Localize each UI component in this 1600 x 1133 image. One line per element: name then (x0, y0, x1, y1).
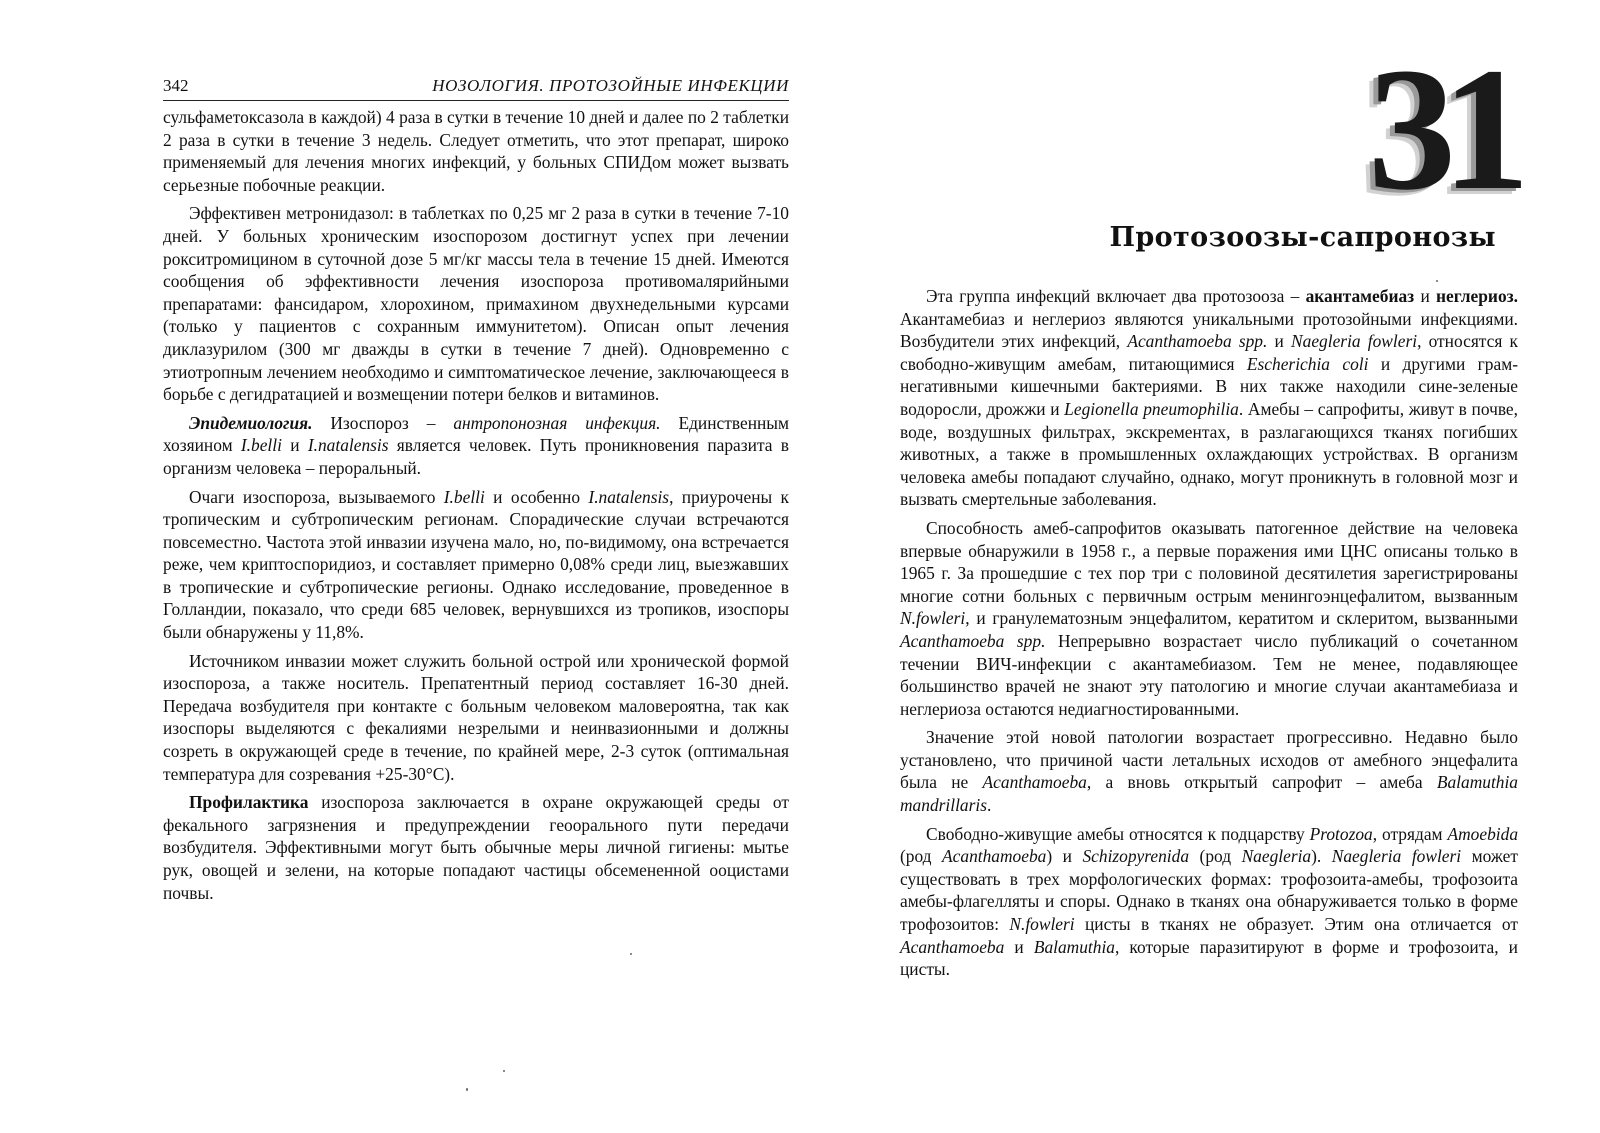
section-lead: Эпидемиология. (189, 412, 313, 433)
text-run: Эта группа инфекций включает два протозооза – (926, 286, 1306, 306)
paragraph: сульфаметоксазола в каждой) 4 раза в сутки в течение 10 дней и далее по 2 таблетки 2 раза в сутки в течение 3 недель. Следует отметить, что этот препарат, широко применяемый для лечения многих инфекций, у больных СПИДом может вызвать серьезные побочные реакции. (163, 107, 789, 195)
paragraph (163, 486, 789, 644)
species-name: Schizopyrenida (1082, 846, 1190, 867)
chapter-number: 31 (1368, 32, 1516, 227)
text-run: является человек. Путь проникновения паразита в организм человека – пероральный. (163, 435, 789, 478)
species-name: Acanthamoeba (942, 846, 1047, 867)
text-run: Свободно-живущие амебы относятся к подцарству (926, 823, 1310, 844)
species-name: Balamuthia (1033, 936, 1115, 957)
species-name: Naegleria (1241, 846, 1312, 867)
text-run: , которые паразитируют в форме и трофозоита, и цисты. (900, 936, 1518, 980)
text-run: . Амебы – сапрофиты, живут в почве, воде, воздушных фильтрах, экскрементах, в разлагающихся тканях погибших животных, а также в промышленных охлаждающих устройствах. В организм человека амебы попадают случайно, однако, могут проникнуть в головной мозг и вызвать смертельные заболевания. (900, 398, 1518, 510)
text-run: Изоспороз – (312, 412, 454, 433)
species-name: I.natalensis (307, 435, 389, 456)
italic-run: антропонозная инфекция. (453, 412, 661, 433)
paragraph (900, 726, 1518, 816)
species-name: Protozoa (1309, 823, 1373, 844)
bold-term: неглериоз. (1436, 286, 1518, 306)
species-name: N.fowleri (900, 608, 966, 629)
text-run: . (986, 795, 992, 816)
page-number: 342 (163, 76, 189, 95)
paragraph (900, 285, 1518, 511)
text-run: Единственным хозяином (163, 412, 789, 456)
paragraph (900, 823, 1518, 981)
text-run: (род (1189, 846, 1242, 867)
text-run: , и гранулематозным энцефалитом, кератитом и склеритом, вызванными (965, 608, 1518, 629)
text-run: , а вновь открытый сапрофит – амеба (1086, 772, 1437, 793)
running-header (163, 76, 789, 101)
text-run: Значение этой новой патологии возрастает прогрессивно. Недавно было установлено, что причиной части летальных исходов от амебного энцефалита была не (900, 727, 1518, 793)
species-name: I.natalensis (588, 486, 670, 507)
scan-speck (466, 1088, 468, 1091)
chapter-title: Протозоозы-сапронозы (1109, 222, 1496, 253)
scan-speck (630, 953, 632, 955)
scan-speck (1436, 280, 1438, 282)
text-run: Способность амеб-сапрофитов оказывать патогенное действие на человека впервые обнаружили в 1958 г., а первые поражения ими ЦНС описаны только в 1965 г. За прошедшие с тех пор три с половиной десятилетия зарегистрированы многие сотни больных с первичным острым менингоэнцефалитом, вызванным (900, 517, 1518, 606)
paragraph: Эффективен метронидазол: в таблетках по 0,25 мг 2 раза в сутки в течение 7-10 дней. У больных хроническим изоспорозом достигнут успех при лечении рокситромицином в суточной дозе 5 мг/кг массы тела в течение 15 дней. Имеются сообщения об эффективности лечения изоспороза противомалярийными препаратами: фансидаром, хлорохином, примахином двухнедельными курсами (только у пациентов с сохранным иммунитетом). Описан опыт лечения диклазурилом (300 мг дважды в сутки в течение 7 дней). Одновременно с этиотропным лечением необходимо и симптоматическое лечение, заключающееся в борьбе с дегидратацией и возмещении потери белков и витаминов. (163, 203, 789, 405)
species-name: I.belli (240, 435, 282, 456)
text-run: ) и (1046, 846, 1083, 867)
species-name: Acanthamoeba (900, 936, 1005, 957)
text-run: и (281, 435, 308, 456)
running-title: НОЗОЛОГИЯ. ПРОТОЗОЙНЫЕ ИНФЕКЦИИ (432, 76, 789, 95)
species-name: Legionella pneumophilia (1064, 398, 1239, 419)
species-name: I.belli (443, 486, 485, 507)
text-run: и особенно (484, 486, 589, 507)
species-name: Acanthamoeba spp. (900, 630, 1046, 651)
species-name: Escherichia coli (1246, 353, 1369, 374)
text-run: и (1004, 936, 1034, 957)
text-run: может существовать в трех морфологических формах: трофозоита-амебы, трофозоита амебы-флагелляты и споры. Однако в тканях она обнаруживается только в форме трофозоитов: (900, 846, 1518, 935)
text-run: ). (1311, 846, 1332, 867)
species-name: Naegleria fowleri (1331, 846, 1462, 867)
bold-term: акантамебиаз (1305, 286, 1415, 306)
text-run: Акантамебиаз и неглериоз являются уникальными протозойными инфекциями. Возбудители этих инфекций, (900, 308, 1518, 352)
right-text-column (900, 285, 1518, 987)
species-name: Acanthamoeba (982, 772, 1087, 793)
text-run: , относятся к свободно-живущим амебам, питающимися (900, 331, 1518, 374)
paragraph: Источником инвазии может служить больной острой или хронической формой изоспороза, а также носитель. Препатентный период составляет 16-30 дней. Передача возбудителя при контакте с больным человеком маловероятна, так как изоспоры выделяются с фекалиями незрелыми и неинвазионными и должны созреть в окружающей среде в течение, по крайней мере, 2-3 суток (оптимальная температура для созревания +25-30°С). (163, 650, 789, 784)
text-run: (род (900, 846, 943, 867)
species-name: Acanthamoeba spp. (1127, 331, 1268, 352)
left-text-column (163, 106, 789, 910)
text-run: цисты в тканях не образует. Этим она отличается от (1074, 914, 1518, 935)
right-page (800, 0, 1600, 1133)
paragraph-prophylaxis (163, 791, 789, 904)
species-name: N.fowleri (1009, 914, 1075, 935)
section-lead: Профилактика (189, 792, 309, 813)
text-run: , отрядам (1372, 823, 1448, 844)
species-name: Naegleria fowleri (1291, 331, 1418, 352)
text-run: , приурочены к тропическим и субтропическим регионам. Спорадические случаи встречаются повсеместно. Частота этой инвазии изучена мало, но, по-видимому, она встречается реже, чем криптоспоридиоз, и составляет примерно 0,08% среди лиц, выезжавших в тропические и субтропические регионы. Однако исследование, проведенное в Голландии, показало, что среди 685 человек, вернувшихся из тропиков, изоспоры были обнаружены у 11,8%. (163, 486, 789, 643)
text-run: и (1414, 286, 1437, 306)
paragraph (900, 517, 1518, 720)
paragraph-epidemiology (163, 412, 789, 480)
text-run: изоспороза заключается в охране окружающей среды от фекального загрязнения и предупреждении геоорального пути передачи возбудителя. Эффективными могут быть обычные меры личной гигиены: мытье рук, овощей и зелени, на которые попадают частицы обсемененной ооцистами почвы. (163, 792, 789, 903)
text-run: и другими грам-негативными кишечными бактериями. В них также находили сине-зеленые водоросли, дрожжи и (900, 353, 1518, 419)
text-run: Очаги изоспороза, вызываемого (189, 486, 444, 507)
species-name: Amoebida (1447, 823, 1519, 844)
text-run: Непрерывно возрастает число публикаций о сочетанном течении ВИЧ-инфекции с акантамебиазом. Тем не менее, подавляющее большинство врачей не знают эту патологию и многие случаи акантамебиаза и неглериоза остаются недиагностированными. (900, 630, 1518, 719)
text-run: и (1267, 331, 1292, 352)
species-name: Balamuthia mandrillaris (900, 772, 1518, 816)
scan-speck (503, 1070, 505, 1072)
